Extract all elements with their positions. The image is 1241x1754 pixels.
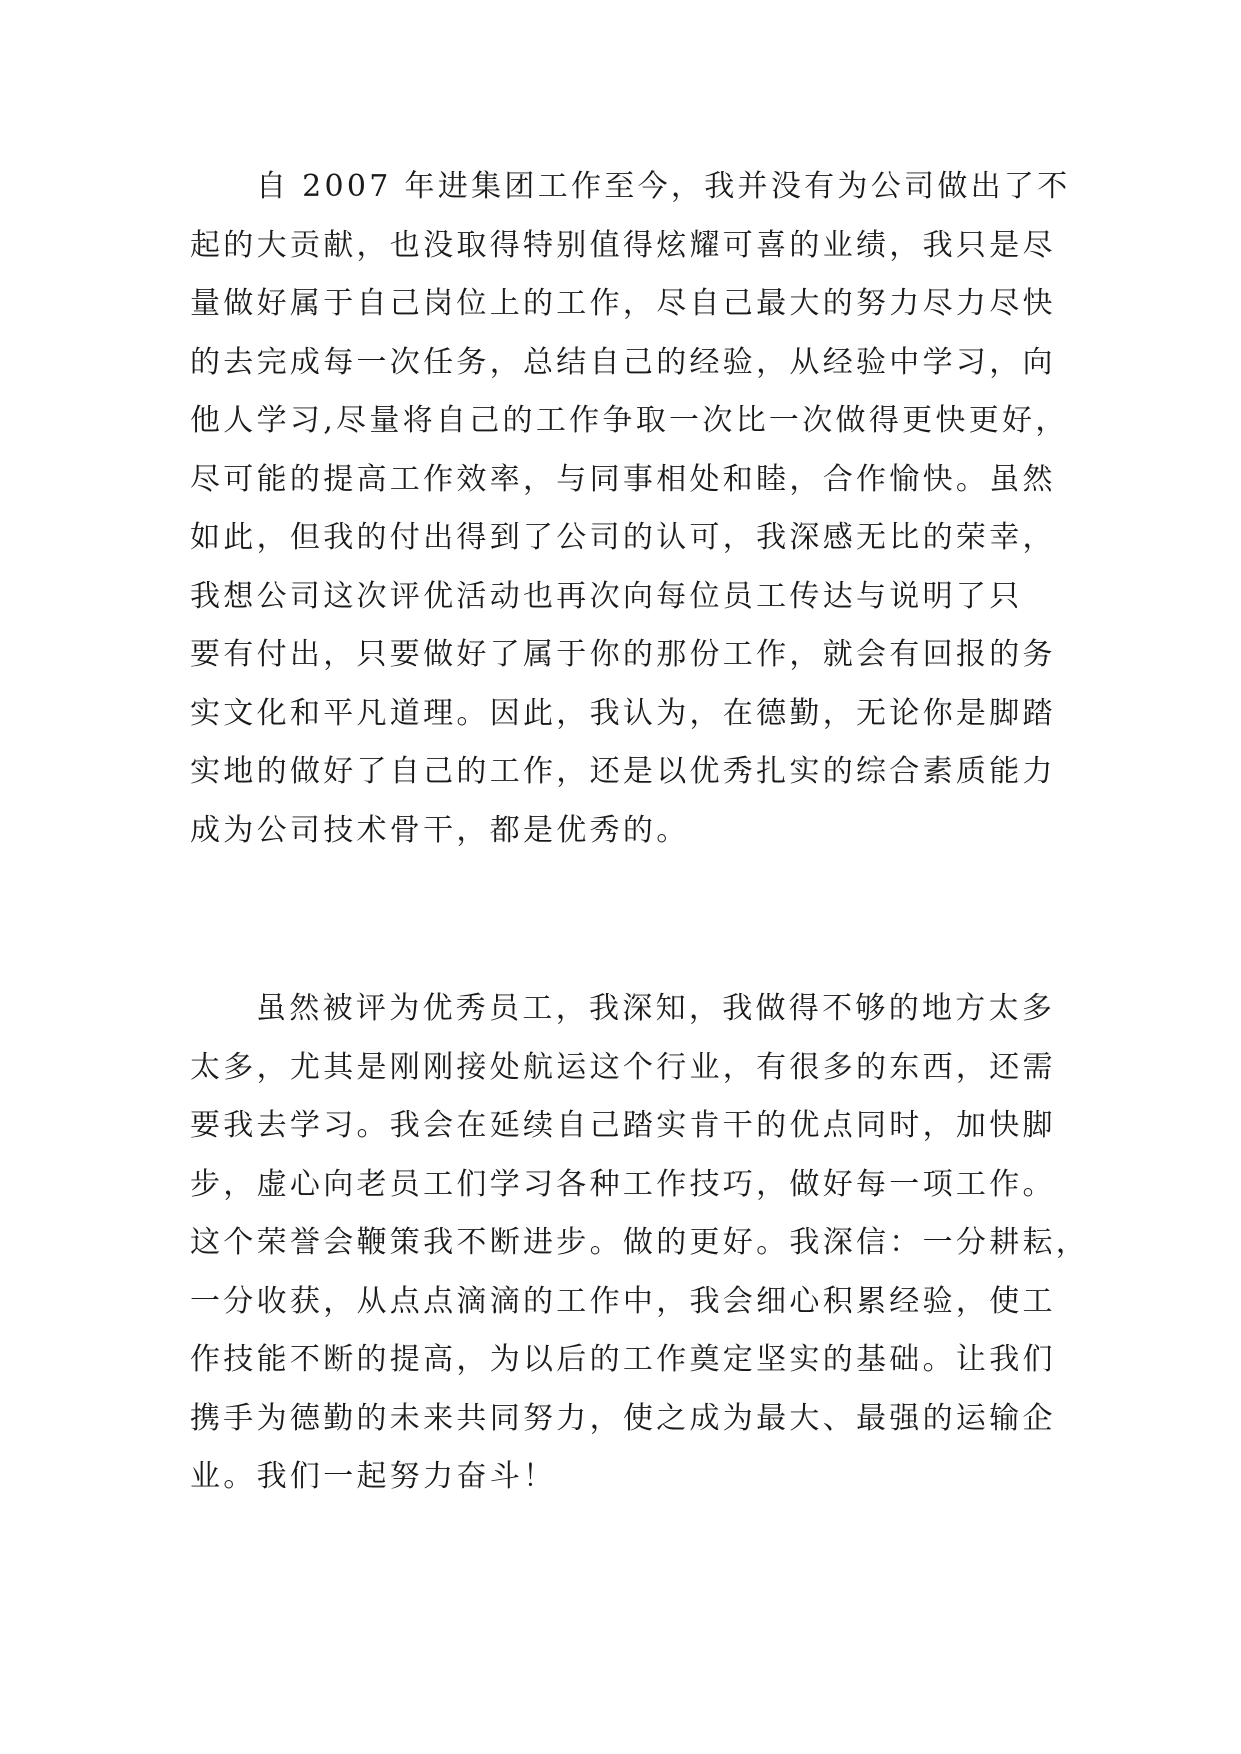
paragraph-line: 尽可能的提高工作效率，与同事相处和睦，合作愉快。虽然 <box>190 461 1056 497</box>
paragraph-line: 这个荣誉会鞭策我不断进步。做的更好。我深信：一分耕耘， <box>190 1225 1090 1260</box>
paragraph-line: 业。我们一起努力奋斗！ <box>190 1459 557 1494</box>
paragraph-line: 太多，尤其是刚刚接处航运这个行业，有很多的东西，还需 <box>190 1049 1056 1085</box>
paragraph-line: 实文化和平凡道理。因此，我认为，在德勤，无论你是脚踏 <box>190 695 1056 731</box>
paragraph-line: 成为公司技术骨干，都是优秀的。 <box>190 812 690 848</box>
paragraph-line: 要有付出，只要做好了属于你的那份工作，就会有回报的务 <box>190 637 1056 672</box>
paragraph-line: 量做好属于自己岗位上的工作，尽自己最大的努力尽力尽快 <box>190 286 1056 321</box>
paragraph-line: 实地的做好了自己的工作，还是以优秀扎实的综合素质能力 <box>190 754 1056 789</box>
paragraph-line: 步，虚心向老员工们学习各种工作技巧，做好每一项工作。 <box>190 1166 1056 1202</box>
paragraph-2 <box>190 980 1090 1507</box>
paragraph-line: 一分收获，从点点滴滴的工作中，我会细心积累经验，使工 <box>190 1283 1056 1319</box>
paragraph-line: 他人学习,尽量将自己的工作争取一次比一次做得更快更好， <box>190 403 1069 438</box>
paragraph-line: 的去完成每一次任务，总结自己的经验，从经验中学习，向 <box>190 344 1056 380</box>
paragraph-line: 起的大贡献，也没取得特别值得炫耀可喜的业绩，我只是尽 <box>190 227 1056 263</box>
paragraph-line: 如此，但我的付出得到了公司的认可，我深感无比的荣幸， <box>190 520 1056 555</box>
paragraph-line: 虽然被评为优秀员工，我深知，我做得不够的地方太多 <box>256 991 1056 1026</box>
paragraph-line: 自 2007 年进集团工作至今，我并没有为公司做出了不 <box>256 169 1071 204</box>
paragraph-line: 携手为德勤的未来共同努力，使之成为最大、最强的运输企 <box>190 1400 1056 1436</box>
paragraph-1 <box>190 158 1070 860</box>
paragraph-line: 我想公司这次评优活动也再次向每位员工传达与说明了只 <box>190 578 1023 614</box>
paragraph-line: 作技能不断的提高，为以后的工作奠定坚实的基础。让我们 <box>190 1342 1056 1377</box>
paragraph-line: 要我去学习。我会在延续自己踏实肯干的优点同时，加快脚 <box>190 1108 1056 1143</box>
